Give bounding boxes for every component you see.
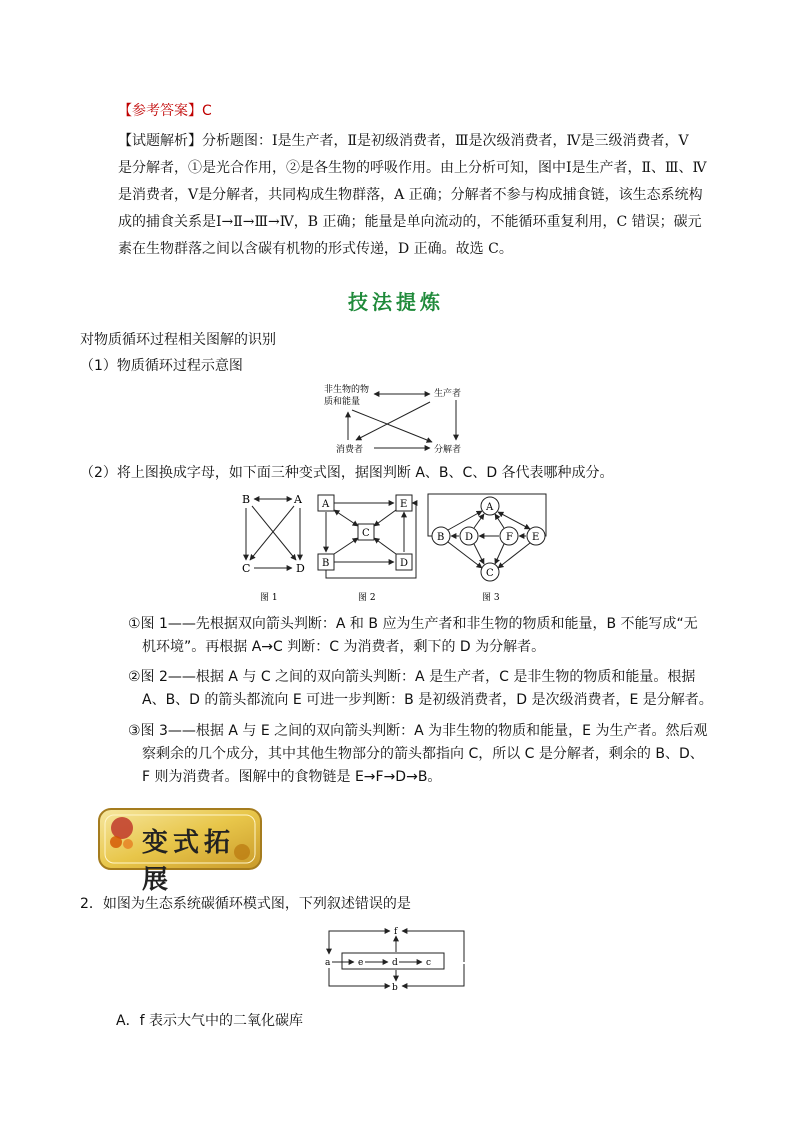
diagram-arrow	[329, 968, 390, 986]
producer-label: 生产者	[434, 389, 462, 399]
fig2-label-c: C	[362, 528, 370, 539]
fig3-label-d: D	[465, 532, 474, 543]
fig2-label-e: E	[400, 499, 408, 510]
item1-heading: （1）物质循环过程示意图	[80, 358, 243, 374]
analysis-line: 成的捕食关系是Ⅰ→Ⅱ→Ⅲ→Ⅳ，B 正确；能量是单向流动的，不能循环重复利用，C 错误；碳元	[118, 214, 702, 230]
fig1-arrow	[250, 506, 294, 560]
fig3-label-c: C	[486, 568, 494, 579]
fig3-caption: 图 3	[482, 593, 500, 602]
fig2-arrow	[374, 510, 396, 526]
fig2-caption: 图 2	[358, 593, 376, 602]
nonbio-label-2: 质和能量	[324, 397, 361, 407]
fig3-arrow	[474, 544, 484, 564]
banner-title: 变式拓展	[142, 828, 236, 895]
fig2-arrow	[334, 510, 358, 526]
fig2-arrow	[374, 538, 396, 554]
fig3-arrow	[448, 511, 482, 530]
answer-line	[118, 101, 212, 121]
diagram-arrow	[402, 964, 464, 986]
consumer-label: 消费者	[336, 445, 364, 455]
fig3-label-e: E	[532, 532, 540, 543]
node-a: a	[325, 958, 331, 968]
fig3-arrow	[495, 514, 504, 528]
section-title: 技法提炼	[348, 290, 444, 314]
figure-2	[314, 490, 420, 602]
nonbio-label: 非生物的物	[324, 385, 370, 395]
intro-text: 对物质循环过程相关图解的识别	[80, 332, 276, 348]
explanation-2: ②图 2——根据 A 与 C 之间的双向箭头判断：A 是生产者，C 是非生物的物质和能量。根据 A、B、D 的箭头都流向 E 可进一步判断：B 是初级消费者，D 是次级消费者，E 是分解者。	[128, 669, 713, 708]
analysis-line: 【试题解析】分析题图：Ⅰ是生产者，Ⅱ是初级消费者，Ⅲ是次级消费者，Ⅳ是三级消费者，Ⅴ	[118, 133, 689, 149]
cycle-diagram	[318, 380, 478, 458]
fig2-label-d: D	[400, 558, 409, 569]
figure-3	[426, 490, 550, 602]
fig2-label-b: B	[322, 558, 330, 569]
arrow	[352, 410, 432, 442]
node-c: c	[426, 958, 432, 968]
fig3-label-a: A	[486, 502, 494, 513]
fig1-label-c: C	[242, 562, 251, 575]
arrow	[356, 402, 430, 440]
fig1-arrow	[252, 506, 296, 560]
node-d: d	[392, 958, 398, 968]
fig1-label-b: B	[242, 493, 251, 506]
item2-heading: （2）将上图换成字母，如下面三种变式图，据图判断 A、B、C、D 各代表哪种成分。	[80, 465, 614, 481]
fig1-label-d: D	[296, 562, 305, 575]
carbon-cycle-diagram	[322, 924, 468, 994]
node-e: e	[358, 958, 364, 968]
fig1-label-a: A	[294, 493, 302, 506]
fig3-label-b: B	[437, 532, 445, 543]
fig3-arrow	[495, 544, 504, 564]
node-f: f	[394, 927, 398, 937]
analysis-label: 【试题解析】	[118, 133, 202, 149]
answer-label: 【参考答案】	[118, 103, 202, 119]
explanation-3: ③图 3——根据 A 与 E 之间的双向箭头判断：A 为非生物的物质和能量，E 为生产者。然后观 察剩余的几个成分，其中其他生物部分的箭头都指向 C，所以 C 是分解者，剩余的 B、D、 F 则为消费者。图解中的食物链是 E→F→D→B。	[128, 723, 708, 785]
answer-value: C	[202, 103, 212, 119]
analysis-line: 素在生物群落之间以含碳有机物的形式传递，D 正确。故选 C。	[118, 241, 513, 257]
option-a[interactable]: A．f 表示大气中的二氧化碳库	[116, 1013, 303, 1029]
fig2-label-a: A	[322, 499, 330, 510]
diagram-arrow	[402, 931, 464, 962]
fig1-caption: 图 1	[260, 593, 278, 602]
fig3-arrow	[474, 514, 484, 528]
fig3-arrow	[448, 542, 482, 568]
decomposer-label: 分解者	[434, 445, 462, 455]
fig2-arrow	[334, 538, 358, 554]
explanation-1: ①图 1——先根据双向箭头判断：A 和 B 应为生产者和非生物的物质和能量，B 不能写成“无 机环境”。再根据 A→C 判断：C 为消费者，剩下的 D 为分解者。	[128, 616, 698, 655]
analysis-line: 是分解者，①是光合作用，②是各生物的呼吸作用。由上分析可知，图中Ⅰ是生产者，Ⅱ、Ⅲ、Ⅳ	[118, 160, 707, 176]
question-text: 2．如图为生态系统碳循环模式图，下列叙述错误的是	[80, 896, 411, 912]
analysis-line: 是消费者，Ⅴ是分解者，共同构成生物群落，A 正确；分解者不参与构成捕食链，该生态系统构	[118, 187, 703, 203]
node-b: b	[392, 983, 398, 993]
analysis-paragraph	[118, 128, 707, 263]
fig3-label-f: F	[506, 532, 513, 543]
figure-1	[236, 490, 312, 602]
banner	[96, 806, 264, 895]
diagram-arrow	[329, 931, 390, 954]
